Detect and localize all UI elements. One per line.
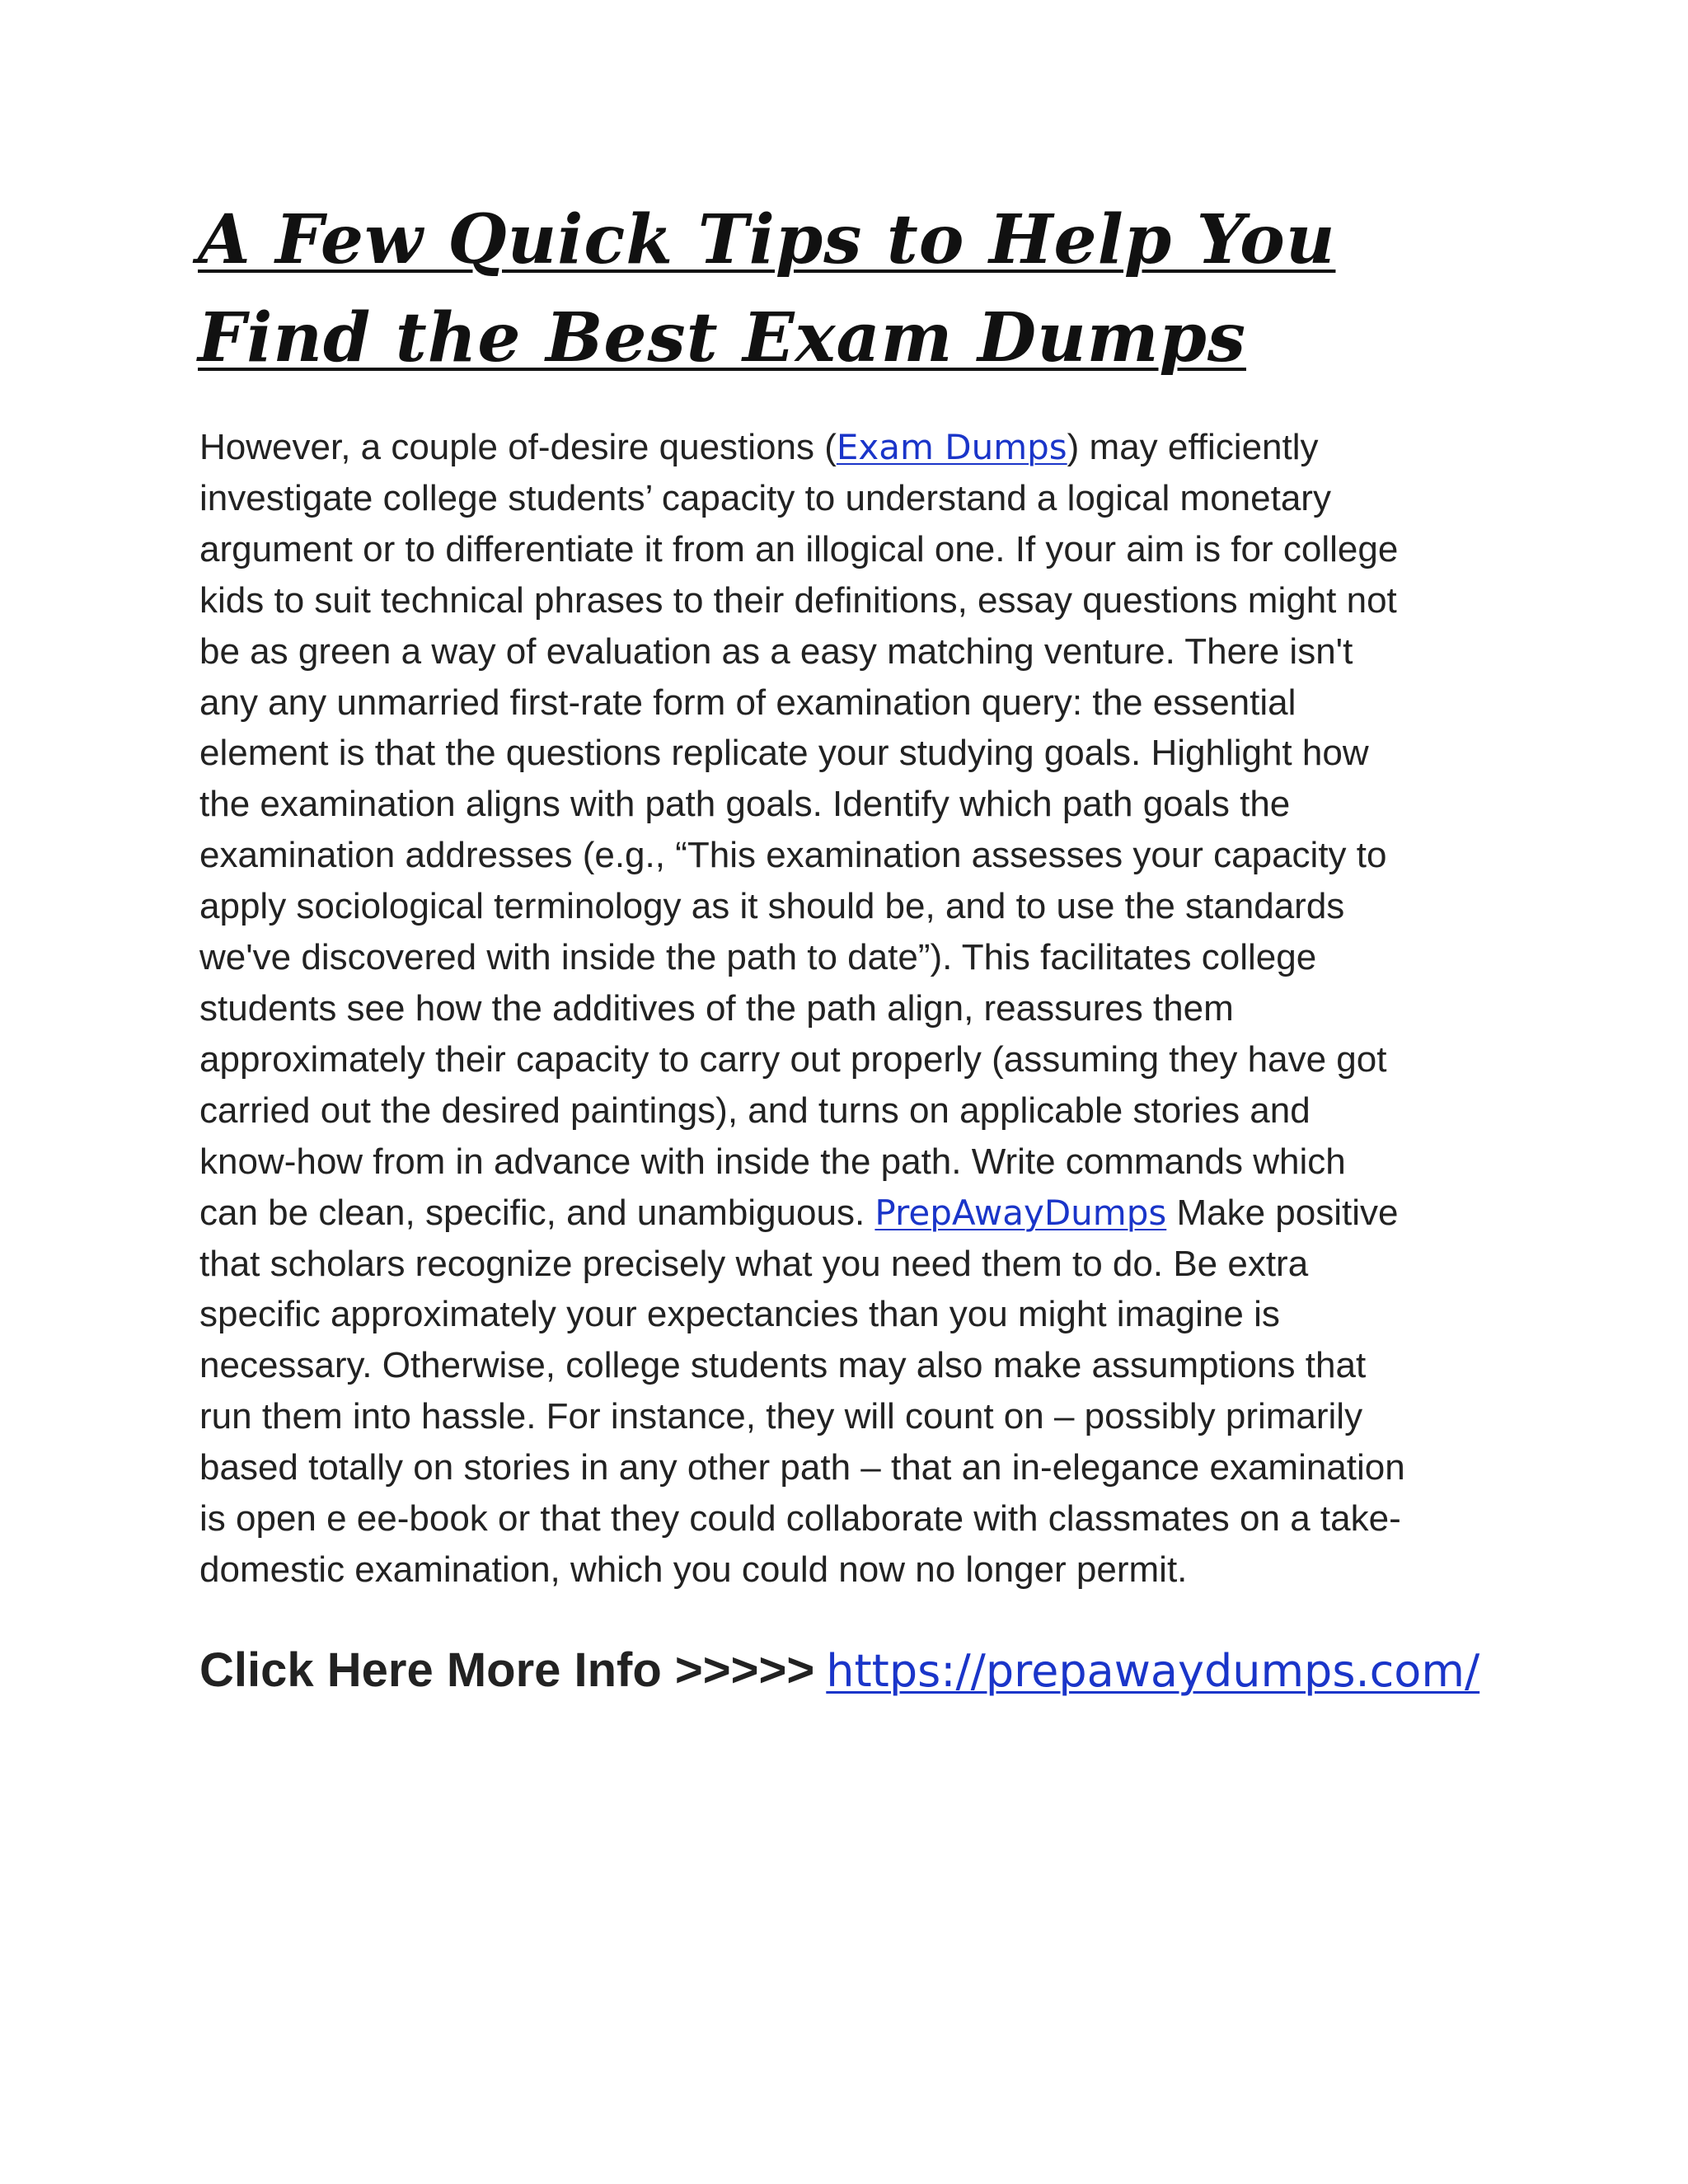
paragraph-text: However, a couple of-desire questions ( (199, 427, 837, 467)
paragraph-line: is open e ee-book or that they could collaborate with classmates on a take- (199, 1498, 1401, 1540)
paragraph-line: run them into hassle. For instance, they will count on – possibly primarily (199, 1396, 1363, 1437)
paragraph-line (199, 1188, 1502, 1239)
paragraph-line: know-how from in advance with inside the path. Write commands which (199, 1141, 1346, 1182)
paragraph-line: any any unmarried first-rate form of examination query: the essential (199, 682, 1296, 723)
paragraph-text: can be clean, specific, and unambiguous. (199, 1192, 875, 1233)
paragraph-line: the examination aligns with path goals. Identify which path goals the (199, 784, 1291, 825)
paragraph-line: based totally on stories in any other path – that an in-elegance examination (199, 1447, 1405, 1488)
title-line-2: Find the Best Exam Dumps (198, 298, 1246, 377)
paragraph-line: apply sociological terminology as it should be, and to use the standards (199, 886, 1345, 927)
title-line-1: A Few Quick Tips to Help You (198, 200, 1336, 279)
paragraph-line: be as green a way of evaluation as a easy matching venture. There isn't (199, 630, 1353, 672)
paragraph-line: specific approximately your expectancies than you might imagine is (199, 1294, 1280, 1335)
cta-label: Click Here More Info >>>>> (199, 1643, 815, 1697)
prepawaydumps-link[interactable]: PrepAwayDumps (874, 1192, 1167, 1233)
page-title (198, 191, 1533, 387)
call-to-action (199, 1640, 1551, 1713)
paragraph-line: necessary. Otherwise, college students may also make assumptions that (199, 1345, 1367, 1386)
paragraph-text: ) may efficiently (1067, 427, 1319, 467)
paragraph-line: that scholars recognize precisely what you need them to do. Be extra (199, 1243, 1309, 1284)
paragraph-line: argument or to differentiate it from an illogical one. If your aim is for college (199, 528, 1399, 569)
paragraph-line: carried out the desired paintings), and turns on applicable stories and (199, 1090, 1311, 1131)
paragraph-line: students see how the additives of the path align, reassures them (199, 987, 1234, 1029)
paragraph-line: approximately their capacity to carry out properly (assuming they have got (199, 1038, 1387, 1080)
paragraph-line: examination addresses (e.g., “This examination assesses your capacity to (199, 835, 1387, 876)
exam-dumps-link[interactable]: Exam Dumps (836, 427, 1067, 467)
paragraph-line: we've discovered with inside the path to date”). This facilitates college (199, 937, 1317, 978)
paragraph-line: kids to suit technical phrases to their definitions, essay questions might not (199, 579, 1397, 621)
website-link[interactable]: https://prepawaydumps.com/ (826, 1645, 1480, 1697)
paragraph-line: domestic examination, which you could now no longer permit. (199, 1549, 1188, 1590)
paragraph-line: element is that the questions replicate your studying goals. Highlight how (199, 733, 1369, 774)
paragraph-line: investigate college students’ capacity to understand a logical monetary (199, 477, 1331, 518)
paragraph-line (199, 422, 1502, 473)
paragraph-text: Make positive (1166, 1192, 1399, 1233)
body-paragraph (199, 422, 1502, 1596)
